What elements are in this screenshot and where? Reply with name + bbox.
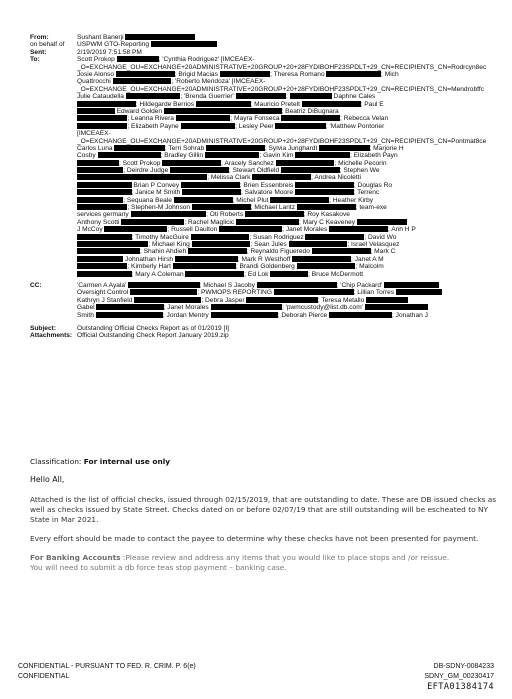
redaction-bar [117,56,159,62]
recipient-line [77,248,512,255]
redaction-bar [329,226,388,232]
recipient-line [77,71,512,78]
redaction-bar [270,197,329,203]
to-row [30,56,512,278]
recipient-line [77,145,512,152]
redaction-bar [236,93,286,99]
recipient-text: ; Ed Lok [244,270,271,278]
recipient-line [77,297,512,304]
redaction-bar [281,115,340,121]
sent-row [30,49,512,56]
recipient-text: ; Oti Roberts [206,211,245,219]
redaction-bar [257,282,337,288]
recipient-text: ; Israel Velasquez [347,240,400,248]
redaction-bar [125,34,195,40]
redaction-bar [312,248,371,254]
recipient-text: ; 'Chip Packard' [336,281,385,289]
recipient-text: ; Elizabeth Payne [127,122,181,130]
redaction-bar [295,189,354,195]
recipient-text: ; Leanna Rivera [127,115,176,123]
recipient-text: ; Sean Jules [250,240,289,248]
recipient-text: Daphne Cales [331,93,376,101]
recipient-text: ; Michelle Pecorin [334,159,387,167]
recipient-line [77,152,512,159]
recipient-text: ; Bruce McDermott [308,270,364,278]
redaction-bar [192,204,251,210]
redaction-bar [181,182,240,188]
recipient-text: ; Sequana Beale [123,196,174,204]
redaction-bar [270,271,308,277]
recipient-text: ; Brandi Goldenberg [235,263,297,271]
recipient-text: ; Janet Morales [163,304,211,312]
recipient-text: Johnathan Hirsh [123,255,175,263]
classification-line [30,457,500,466]
banking-accounts-note [30,553,500,573]
redaction-bar [211,312,278,318]
redaction-bar [246,297,317,303]
recipient-text: ; Timothy MacGuire [131,233,191,241]
recipient-text: ; Mary C Keaveney [299,218,357,226]
redaction-bar [182,189,241,195]
redaction-bar [77,189,132,195]
recipient-text: ; Brien Essenbreis [239,181,296,189]
recipient-text: ; Beatriz DiBugnara [281,107,339,115]
redaction-bar [295,152,350,158]
recipient-text: ; Rachel Maglicic [184,218,237,226]
redaction-bar [188,248,247,254]
recipient-text: Gabel [77,304,97,312]
recipient-text: _O=EXCHANGE_OU=EXCHANGE+20ADMINISTRATIVE+20GROUP+20+28FYDIBOHF23SPDLT+29_CN=RECIPIENTS_CN=Mendrobffc [77,85,484,93]
redaction-bar [77,182,132,188]
bates-db-sdny: DB-SDNY-0084233 [433,663,494,670]
recipient-text: ; Hildegarde Berrios [135,100,196,108]
recipient-line [77,167,512,174]
recipient-text: ; Michael Lantz [250,204,297,212]
recipient-text: ; Scott Prokop [119,159,163,167]
recipient-text: Kathryn J Stanfield [77,296,135,304]
recipient-text: ; PWMOPS REPORTING [197,289,274,297]
redaction-bar [113,78,172,84]
redaction-bar [130,289,197,295]
recipient-text: ; Lesley Peer [235,122,276,130]
subject-row [30,325,512,332]
redaction-bar [219,226,282,232]
attachment-link[interactable]: Official Outstanding Check Report January 2019.zip [77,332,229,340]
sent-label: Sent: [30,48,47,56]
recipient-line [77,138,512,145]
redaction-bar [181,123,236,129]
recipient-text: ; Kimberly Hart [127,263,173,271]
redaction-bar [114,145,164,151]
recipient-text: ; Susan Rodriguez [249,233,306,241]
redaction-bar [292,256,351,262]
sent-value: 2/19/2019 7:51:58 PM [77,48,142,56]
recipient-text: ; Debra Jasper [201,296,247,304]
recipient-text: ; team-exe [355,204,387,212]
bates-sdny-gm: SDNY_GM_00230417 [424,673,494,680]
redaction-bar [176,115,231,121]
attachments-label: Attachments: [30,332,73,340]
bates-efta: EFTA01384174 [427,682,494,692]
recipient-text: ; Heather Kirby [329,196,374,204]
recipient-text: ; Andrea Nicoletti [311,174,361,182]
recipient-text: ; Russell Daulton [167,226,220,234]
redaction-bar [295,182,354,188]
redaction-bar [126,93,181,99]
redaction-bar [104,226,167,232]
redaction-bar [151,41,217,47]
recipient-text: Cosby [77,152,98,160]
recipient-text: Brian P Convey [131,181,181,189]
recipient-text: Anthony Scotti [77,218,122,226]
redaction-bar [77,197,123,203]
redaction-bar [77,241,148,247]
paragraph-outstanding-checks: Attached is the list of official checks, issued through 02/15/2019, that are outstanding to date. These are DB issued checks as well as checks issued by State Street. Checks dated on or before 02/07/19 that are still outstanding will be escheated to NY State in Mar 2021. [30,495,497,524]
recipient-line [77,101,512,108]
recipient-text: Scott Prokop [77,56,117,64]
recipient-text: ; Lillian Torres [353,289,396,297]
recipient-line [77,234,512,241]
redaction-bar [185,271,244,277]
redaction-bar [131,211,207,217]
recipient-text: _O=EXCHANGE_OU=EXCHANGE+20ADMINISTRATIVE+20GROUP+20+28FYDIBOHF23SPDLT+29_CN=RECIPIENTS_CN=Pontmat8ce [77,137,487,145]
recipient-text: Edward Golden [114,107,164,115]
redaction-bar [121,219,184,225]
to-recipients [77,56,512,278]
recipient-text: ; Janet A M [351,255,384,263]
redaction-bar [128,282,199,288]
recipient-line [77,219,512,226]
redaction-bar [281,167,340,173]
recipient-text: ; Mark R Westhoff [237,255,293,263]
redaction-bar [174,197,233,203]
redaction-bar [96,312,163,318]
recipient-line [77,289,512,296]
recipient-text: services germany [77,211,131,219]
redaction-bar [164,108,282,114]
recipient-line [77,56,512,63]
recipient-line [77,93,512,100]
redaction-bar [96,304,163,310]
redaction-bar [274,289,354,295]
redaction-bar [77,115,127,121]
recipient-text: ; 'Roberto Mendoza' [IMCEAEX- [171,78,266,86]
recipient-text: ; Douglas Ro [353,181,393,189]
redaction-bar [206,145,265,151]
recipient-line [77,256,512,263]
redaction-bar [205,152,260,158]
recipient-text: ; Rebecca Velan [340,115,389,123]
redaction-bar [211,304,282,310]
recipient-text: ; Shahin Ahdieh [140,248,189,256]
recipient-line [77,108,512,115]
recipient-line [77,226,512,233]
redaction-bar [77,174,207,180]
recipient-line [77,241,512,248]
recipient-text: ; Stephen We [339,167,380,175]
recipient-text: ; Mark C [370,248,396,256]
recipient-text: ; Marjorie H [369,144,404,152]
recipient-text: ; Elizabeth Payn [349,152,398,160]
redaction-bar [77,108,115,114]
recipient-text: _O=EXCHANGE_OU=EXCHANGE+20ADMINISTRATIVE+20GROUP+20+28FYDIBOHF23SPDLT+29_CN=RECIPIENTS_CN=Rodrcyn8ec [77,63,487,71]
redaction-bar [175,256,238,262]
recipient-text: [IMCEAEX- [77,130,111,138]
banking-accounts-line2: You will need to submit a db force teas stop payment – banking case. [30,563,287,572]
redaction-bar [77,256,123,262]
recipient-text: ; Teresa Metallo [317,296,367,304]
recipient-line [77,160,512,167]
banking-accounts-heading: For Banking Accounts [30,553,121,562]
redaction-bar [162,160,221,166]
recipient-text: ; Michel Plut [232,196,271,204]
recipient-line [77,123,512,130]
behalf-row [30,41,512,48]
cc-row [30,282,512,319]
paragraph-contact-payee: Every effort should be made to contact the payee to determine why these checks have not been presented for payment. [30,534,479,543]
redaction-bar [289,241,348,247]
attachments-row [30,332,512,339]
recipient-line [77,78,512,85]
recipient-text: Carlos Luna [77,144,115,152]
classification-value: For internal use only [83,457,171,466]
redaction-bar [98,152,161,158]
redaction-bar [297,204,356,210]
recipient-text: ; Deborah Pierce [277,311,330,319]
recipient-text: ; Reynaldo Figueredo [246,248,312,256]
redaction-bar [77,101,136,107]
subject-value: Outstanding Official Checks Report as of 01/2019 [I] [77,324,229,332]
recipient-text: ; 'Cynthia Rodriguez' [IMCEAEX- [158,56,255,64]
recipient-text: ; 'pwmcustody@list.db.com' [281,304,365,312]
redaction-bar [326,71,381,77]
redaction-bar [77,263,127,269]
recipient-text: ; Theresa Romano [270,71,327,78]
redaction-bar [77,271,132,277]
recipient-text: J McCoy [77,226,105,234]
recipient-text: ; Janice M Smith [131,189,183,197]
recipient-text: ; Michael King [148,240,192,248]
redaction-bar [77,123,127,129]
redaction-bar [77,204,127,210]
recipient-text: ; Mich [381,71,399,78]
recipient-line [77,204,512,211]
recipient-line [77,174,512,181]
recipient-line [77,263,512,270]
recipient-text: ; Stephen-M Johnson [127,204,192,212]
recipient-text: ; Mauricio Pretelt [250,100,302,108]
redaction-bar [196,101,251,107]
recipient-text: ; Stewart Oldfield [228,167,281,175]
recipient-line [77,86,512,93]
recipient-text: 'Carmen A Ayala' [77,281,129,289]
recipient-text: ; Anh H P [387,226,416,234]
from-label: From: [30,34,49,41]
redaction-bar [365,304,428,310]
recipient-text: ; Jonathan J [392,311,428,319]
recipient-text: ; Deirdre Judge [123,167,171,175]
confidential-line: CONFIDENTIAL [18,673,70,680]
recipient-line [77,115,512,122]
to-label: To: [30,56,40,64]
recipient-text: ; Mayra Fonseca [230,115,282,123]
recipient-text: ; Terrenc [353,189,380,197]
redaction-bar [275,123,325,129]
recipient-text: ; Melissa Clark [207,174,253,182]
recipient-line [77,64,512,71]
behalf-value: USPWM GTO-Reporting [77,41,217,48]
greeting: Hello All, [30,475,65,484]
recipient-text: ; 'Brenda Guerrier' [180,93,236,101]
recipient-line [77,130,512,137]
recipient-line [77,189,512,196]
redaction-bar [192,241,251,247]
recipient-line [77,282,512,289]
recipient-text: ; Brigid Macias [174,71,220,78]
recipient-text: ; Aracely Sanchez [221,159,276,167]
recipient-text: ; David Wo [364,233,397,241]
recipient-line [77,304,512,311]
redaction-bar [396,289,442,295]
redaction-bar [366,297,408,303]
recipient-text: ; Paul E [360,100,384,108]
recipient-line [77,312,512,319]
recipient-text: Smith [77,311,96,319]
behalf-label: on behalf of [30,41,65,49]
recipient-text: Quattrocchi [77,78,113,86]
recipient-line [77,182,512,189]
email-header [30,34,512,340]
recipient-text: ; Roy Kasakove [303,211,350,219]
redaction-bar [77,248,140,254]
redaction-bar [170,167,229,173]
redaction-bar [384,282,439,288]
redaction-bar [134,297,201,303]
cc-label: CC: [30,281,42,289]
recipient-text: ; Mary A Coleman [131,270,186,278]
recipient-text: ; Jordan Mentry [162,311,211,319]
recipient-text: ; Terri Sohrab [164,144,207,152]
redaction-bar [245,211,304,217]
recipient-text: ; Janet Morales [282,226,330,234]
confidential-grand-jury-line: CONFIDENTIAL - PURSUANT TO FED. R. CRIM. P. 6(e) [18,663,196,670]
redaction-bar [77,167,123,173]
recipient-text: ; Sylvia Junghardt [264,144,320,152]
recipient-line [77,271,512,278]
redaction-bar [173,263,236,269]
redaction-bar [77,160,119,166]
recipient-text: ; Bradley Gillin [160,152,205,160]
redaction-bar [191,234,250,240]
banking-accounts-text: :Please review and address any items that you would like to place stops and /or reissue. [120,553,450,562]
footer-right [424,662,494,692]
redaction-bar [302,101,361,107]
footer-left [18,662,196,682]
redaction-bar [297,263,356,269]
recipient-text: ; Michael S Jacoby [199,281,257,289]
recipient-line [77,197,512,204]
redaction-bar [220,71,270,77]
recipient-line [77,211,512,218]
recipient-text: ; [286,93,290,101]
recipient-text: ; Malcolm [355,263,384,271]
recipient-text: ; Salvatore Moore [240,189,295,197]
redaction-bar [276,160,335,166]
redaction-bar [305,234,364,240]
from-row [30,34,512,41]
recipient-text: ; 'Matthew Pontorier [325,122,385,130]
classification-prefix: Classification: [30,457,84,466]
recipient-text: ; Gavin Kim [259,152,296,160]
redaction-bar [236,219,299,225]
recipient-text: Josie Alonso [77,71,116,78]
subject-label: Subject: [30,324,57,332]
redaction-bar [290,93,332,99]
from-value: Sushant Banerji [77,34,195,41]
redaction-bar [116,71,175,77]
cc-recipients [77,282,512,319]
redaction-bar [319,145,369,151]
redaction-bar [77,234,132,240]
recipient-text: Julie Cataudella [77,93,126,101]
redaction-bar [252,174,311,180]
email-body [30,457,500,573]
recipient-text: Oversight Control [77,289,131,297]
redaction-bar [329,312,392,318]
redaction-bar [357,219,407,225]
